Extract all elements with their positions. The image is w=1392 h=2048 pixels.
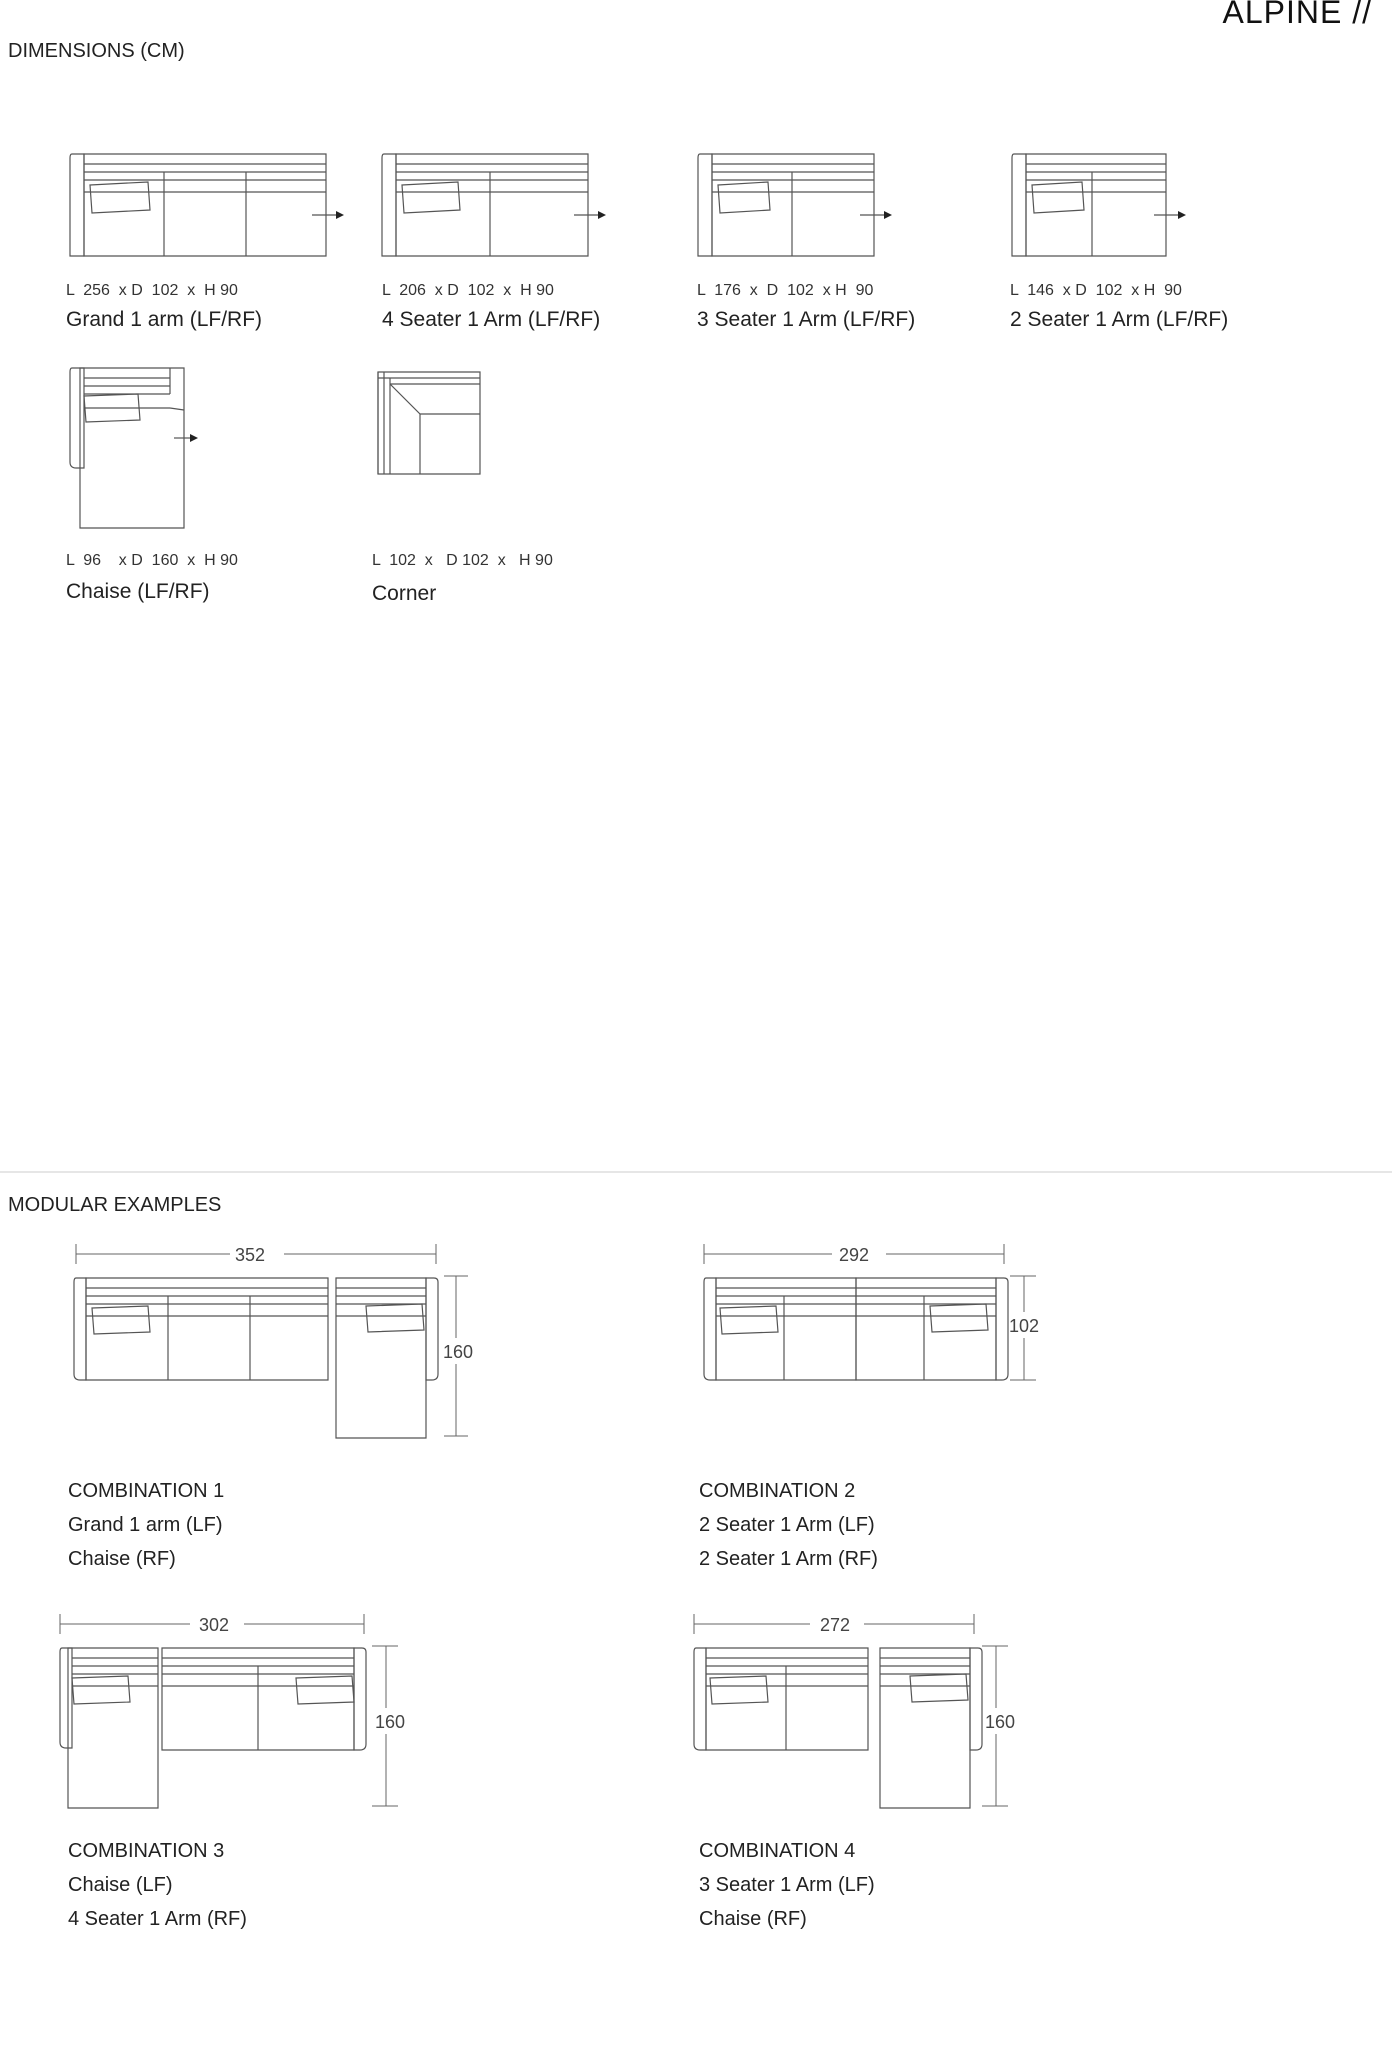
- corner-drawing: [376, 370, 482, 476]
- combination-2-text: [699, 1474, 878, 1576]
- combination-title: COMBINATION 1: [68, 1480, 225, 1502]
- modular-title: MODULAR EXAMPLES: [8, 1194, 222, 1216]
- product-dims: L 102 x D 102 x H 90: [372, 552, 553, 569]
- combination-2-depth-label: 102: [1008, 1316, 1040, 1336]
- 4-seater-drawing: [378, 150, 608, 260]
- combination-line: Chaise (LF): [68, 1874, 173, 1896]
- combination-4-text: [699, 1834, 875, 1936]
- 2-seater-drawing: [1008, 150, 1188, 260]
- chaise-drawing: [66, 364, 206, 530]
- 3-seater-drawing: [694, 150, 894, 260]
- product-name: Chaise (LF/RF): [66, 580, 210, 603]
- combination-4-drawing: [680, 1608, 1080, 1818]
- product-name: 3 Seater 1 Arm (LF/RF): [697, 308, 916, 331]
- combination-line: 3 Seater 1 Arm (LF): [699, 1874, 875, 1896]
- section-divider: [0, 1171, 1392, 1173]
- product-name: Corner: [372, 582, 437, 605]
- combination-title: COMBINATION 3: [68, 1840, 225, 1862]
- product-name: 2 Seater 1 Arm (LF/RF): [1010, 308, 1229, 331]
- product-dims: L 146 x D 102 x H 90: [1010, 282, 1182, 299]
- combination-1-depth-label: 160: [442, 1342, 474, 1362]
- combination-line: 2 Seater 1 Arm (RF): [699, 1548, 878, 1570]
- product-name: 4 Seater 1 Arm (LF/RF): [382, 308, 601, 331]
- combination-1-text: [68, 1474, 224, 1576]
- dimensions-title: DIMENSIONS (CM): [8, 40, 185, 62]
- product-dims: L 176 x D 102 x H 90: [697, 282, 874, 299]
- combination-4-width-label: 272: [819, 1615, 851, 1635]
- combination-line: Chaise (RF): [699, 1908, 807, 1930]
- combination-line: Grand 1 arm (LF): [68, 1514, 223, 1536]
- combination-line: 2 Seater 1 Arm (LF): [699, 1514, 875, 1536]
- product-dims: L 96 x D 160 x H 90: [66, 552, 238, 569]
- combination-1-width-label: 352: [234, 1245, 266, 1265]
- product-name: Grand 1 arm (LF/RF): [66, 308, 263, 331]
- combination-title: COMBINATION 2: [699, 1480, 856, 1502]
- combination-line: 4 Seater 1 Arm (RF): [68, 1908, 247, 1930]
- combination-line: Chaise (RF): [68, 1548, 176, 1570]
- brand-logo: ALPINE //: [1222, 0, 1372, 30]
- combination-3-width-label: 302: [198, 1615, 230, 1635]
- combination-3-drawing: [46, 1608, 466, 1818]
- combination-1-drawing: [60, 1238, 480, 1448]
- combination-3-text: [68, 1834, 247, 1936]
- combination-4-depth-label: 160: [984, 1712, 1016, 1732]
- grand-1-arm-drawing: [66, 150, 346, 260]
- product-dims: L 206 x D 102 x H 90: [382, 282, 554, 299]
- combination-title: COMBINATION 4: [699, 1840, 856, 1862]
- combination-2-width-label: 292: [838, 1245, 870, 1265]
- combination-2-drawing: [690, 1238, 1070, 1398]
- product-dims: L 256 x D 102 x H 90: [66, 282, 238, 299]
- combination-3-depth-label: 160: [374, 1712, 406, 1732]
